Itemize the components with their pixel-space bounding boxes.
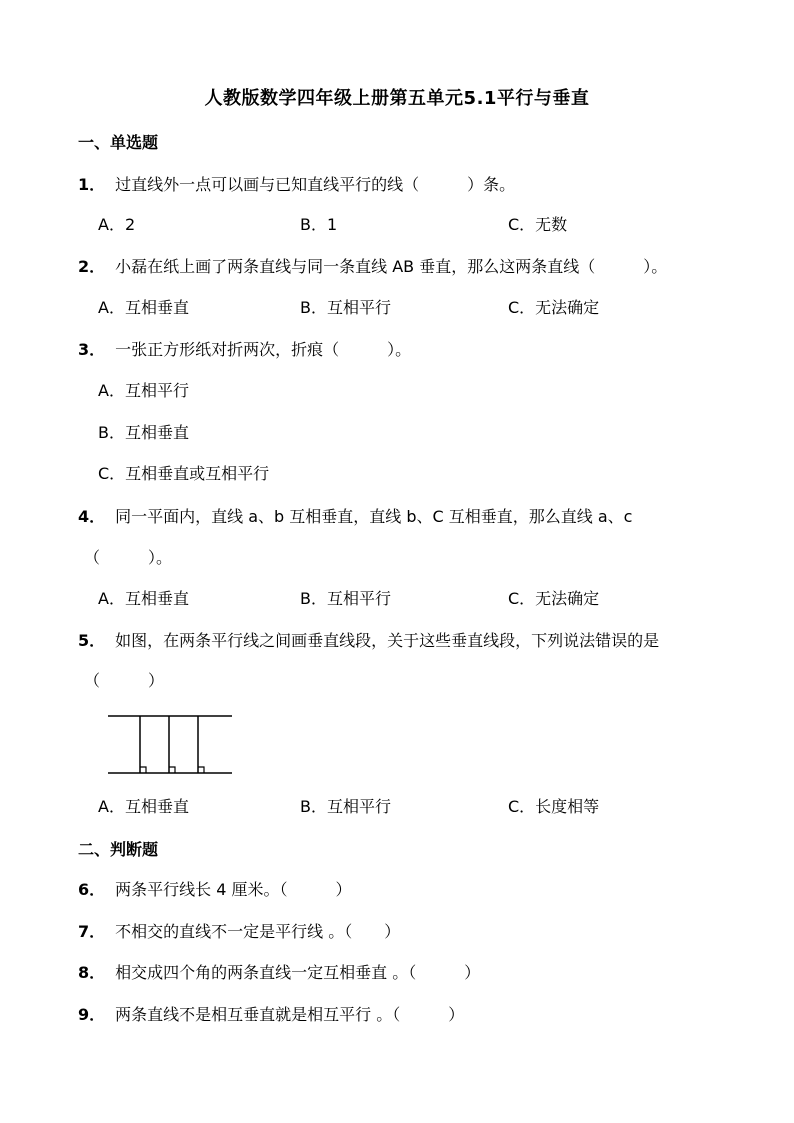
section-heading-true-false: 二、判断题 [78,840,159,859]
question-text: 小磊在纸上画了两条直线与同一条直线 AB 垂直，那么这两条直线（ ）。 [115,257,668,276]
question-number: 1． [78,175,106,194]
option-b[interactable]: B．互相平行 [300,589,391,608]
question-text: 不相交的直线不一定是平行线 。（ ） [115,922,401,941]
question-number: 4． [78,507,106,526]
option-b[interactable]: B．1 [300,215,338,234]
question-4 [78,504,632,527]
question-number: 7． [78,922,106,941]
option-b[interactable]: B．互相垂直 [98,423,189,442]
question-number: 3． [78,340,106,359]
question-text: 如图，在两条平行线之间画垂直线段，关于这些垂直线段，下列说法错误的是 [115,631,660,650]
question-text: 两条直线不是相互垂直就是相互平行 。（ ） [115,1005,465,1024]
option-a[interactable]: A．互相垂直 [98,797,189,816]
option-c[interactable]: C．无数 [508,215,568,234]
question-1 [78,172,515,195]
question-text: 相交成四个角的两条直线一定互相垂直 。（ ） [115,963,481,982]
question-text: 同一平面内，直线 a、b 互相垂直，直线 b、C 互相垂直，那么直线 a、c [115,507,633,526]
question-text: 两条平行线长 4 厘米。（ ） [115,880,352,899]
question-5-continued: （ ） [84,671,165,690]
page-title: 人教版数学四年级上册第五单元5.1平行与垂直 [204,88,590,109]
question-6 [78,877,352,900]
question-7 [78,919,400,942]
option-b[interactable]: B．互相平行 [300,797,391,816]
question-2 [78,254,667,277]
option-a[interactable]: A．互相垂直 [98,589,189,608]
question-5 [78,628,659,651]
question-number: 8． [78,963,106,982]
question-number: 5． [78,631,106,650]
question-9 [78,1002,464,1025]
question-3 [78,337,411,360]
option-a[interactable]: A．互相平行 [98,381,189,400]
option-c[interactable]: C．互相垂直或互相平行 [98,464,270,483]
option-a[interactable]: A．互相垂直 [98,298,189,317]
question-number: 9． [78,1005,106,1024]
parallel-lines-figure [106,706,236,778]
question-text: 一张正方形纸对折两次，折痕（ ）。 [115,340,412,359]
option-b[interactable]: B．互相平行 [300,298,391,317]
right-angle-mark [198,767,204,773]
question-number: 2． [78,257,106,276]
question-4-continued: （ ）。 [84,548,173,567]
option-a[interactable]: A．2 [98,215,136,234]
option-c[interactable]: C．无法确定 [508,589,600,608]
option-c[interactable]: C．长度相等 [508,797,600,816]
question-8 [78,960,480,983]
question-text: 过直线外一点可以画与已知直线平行的线（ ）条。 [115,175,516,194]
question-number: 6． [78,880,106,899]
right-angle-mark [169,767,175,773]
option-c[interactable]: C．无法确定 [508,298,600,317]
section-heading-single-choice: 一、单选题 [78,133,159,152]
right-angle-mark [140,767,146,773]
